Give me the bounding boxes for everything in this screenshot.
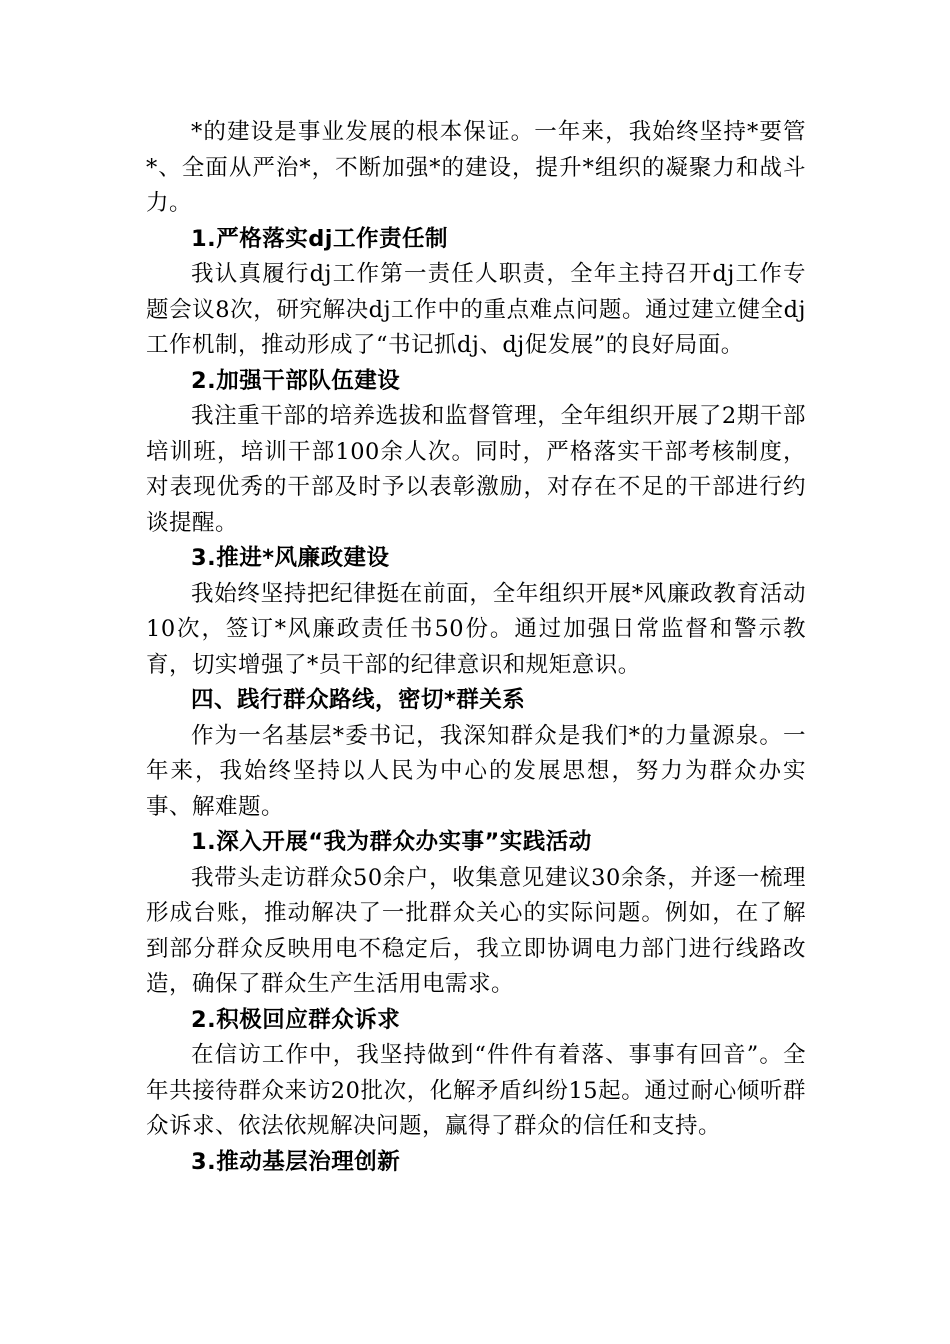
heading-mass-line: 四、践行群众路线，密切*群关系 xyxy=(191,687,526,713)
heading-respond-demands: 2.积极回应群众诉求 xyxy=(191,1006,401,1033)
paragraph-party-building-intro: *的建设是事业发展的根本保证。一年来，我始终坚持*要管*、全面从严治*，不断加强*的建设，提升*组织的凝聚力和战斗力。 xyxy=(146,119,806,216)
document-page xyxy=(146,115,806,1180)
paragraph-responsibility-system: 我认真履行dj工作第一责任人职责，全年主持召开dj工作专题会议8次，研究解决dj工作中的重点难点问题。通过建立健全dj工作机制，推动形成了“书记抓dj、dj促发展”的良好局面。 xyxy=(146,261,806,358)
paragraph-integrity-building: 我始终坚持把纪律挺在前面，全年组织开展*风廉政教育活动10次，签订*风廉政责任书50份。通过加强日常监督和警示教育，切实增强了*员干部的纪律意识和规矩意识。 xyxy=(146,580,806,678)
paragraph-mass-line: 作为一名基层*委书记，我深知群众是我们*的力量源泉。一年来，我始终坚持以人民为中心的发展思想，努力为群众办实事、解难题。 xyxy=(146,722,806,820)
heading-cadre-building: 2.加强干部队伍建设 xyxy=(191,367,401,394)
paragraph-respond-demands: 在信访工作中，我坚持做到“件件有着落、事事有回音”。全年共接待群众来访20批次，化解矛盾纠纷15起。通过耐心倾听群众诉求、依法依规解决问题，赢得了群众的信任和支持。 xyxy=(146,1042,806,1139)
heading-integrity-building: 3.推进*风廉政建设 xyxy=(191,545,390,571)
heading-practical-activities: 1.深入开展“我为群众办实事”实践活动 xyxy=(191,829,592,855)
heading-responsibility-system: 1.严格落实dj工作责任制 xyxy=(191,225,449,252)
paragraph-practical-activities: 我带头走访群众50余户，收集意见建议30余条，并逐一梳理形成台账，推动解决了一批群众关心的实际问题。例如，在了解到部分群众反映用电不稳定后，我立即协调电力部门进行线路改造，确保了群众生产生活用电需求。 xyxy=(146,864,806,997)
paragraph-cadre-building: 我注重干部的培养选拔和监督管理，全年组织开展了2期干部培训班，培训干部100余人次。同时，严格落实干部考核制度，对表现优秀的干部及时予以表彰激励，对存在不足的干部进行约谈提醒。 xyxy=(146,403,806,536)
heading-governance-innovation: 3.推动基层治理创新 xyxy=(191,1148,401,1175)
